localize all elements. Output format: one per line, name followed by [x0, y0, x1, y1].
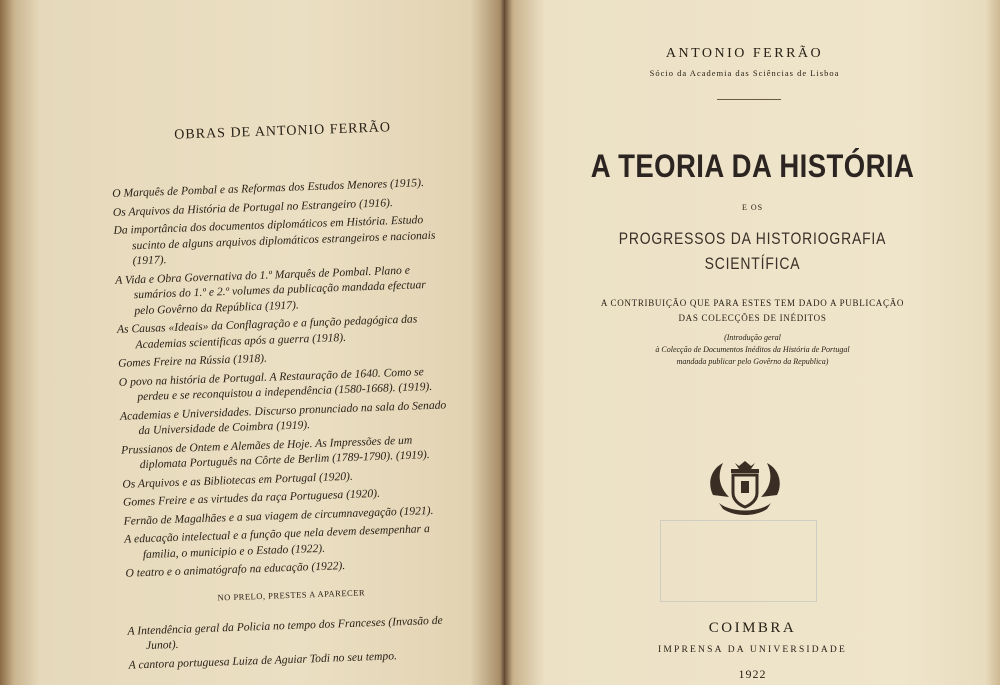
work-entry: A educação intelectual e a função que nela devem desempenhar a familia, o municipio e o Estado (1922). — [124, 522, 430, 561]
work-entry: Os Arquivos e as Bibliotecas em Portugal (1920). — [122, 469, 354, 491]
works-list — [110, 118, 459, 675]
title-page — [505, 0, 1000, 685]
work-entry: Academias e Universidades. Discurso pronunciado na sala do Senado da Universidade de Coimbra (1919). — [119, 397, 447, 438]
coat-of-arms-icon — [705, 455, 785, 519]
work-entry: Prussianos de Ontem e Alemães de Hoje. As Impressões de um diplomata Português na Côrte de Berlim (1789-1790). (1919). — [120, 433, 430, 472]
faded-stamp — [660, 520, 817, 602]
book-subtitle — [550, 226, 956, 276]
intro-line-3: mandada publicar pelo Govêrno da Republica) — [676, 357, 829, 366]
work-entry: As Causas «Ideais» da Conflagração e a função pedagógica das Academias scientificas após a guerra (1918). — [116, 312, 418, 351]
work-entry: Gomes Freire na Rússia (1918). — [117, 351, 268, 370]
subtitle-line-2: SCIENTÍFICA — [704, 254, 801, 273]
contribution-text — [505, 296, 1000, 326]
work-entry: O Marquês de Pombal e as Reformas dos Estudos Menores (1915). — [111, 176, 425, 200]
contribution-line-1: A CONTRIBUIÇÃO QUE PARA ESTES TEM DADO A PUBLICAÇÃO — [600, 298, 905, 308]
author-affiliation: Sócio da Academia das Sciências de Lisboa — [649, 68, 840, 78]
intro-line-2: à Colecção de Documentos Inéditos da História de Portugal — [655, 345, 850, 354]
work-entry: Fernão de Magalhães e a sua viagem de circumnavegação (1921). — [123, 503, 434, 528]
intro-line-1: (Introdução geral — [724, 333, 781, 342]
forthcoming-entry: A Intendência geral da Policia no tempo dos Franceses (Invasão de Junot). — [127, 613, 443, 653]
contribution-line-2: DAS COLECÇÕES DE INÉDITOS — [678, 313, 827, 323]
introduction-note — [505, 332, 1000, 368]
publication-city: COIMBRA — [708, 620, 797, 636]
work-entry: Da importância dos documentos diplomáticos em História. Estudo sucinto de alguns arquivos diplomáticos estrangeiros e nacionais (1917). — [113, 213, 436, 268]
author-name: ANTONIO FERRÃO — [665, 46, 824, 61]
subtitle-line-1: PROGRESSOS DA HISTORIOGRAFIA — [618, 229, 887, 248]
book-title: A TEORIA DA HISTÓRIA — [590, 148, 915, 184]
work-entry: Os Arquivos da História de Portugal no Estrangeiro (1916). — [112, 195, 393, 219]
works-heading: OBRAS DE ANTONIO FERRÃO — [174, 120, 392, 143]
forthcoming-entry: A cantora portuguesa Luiza de Aguiar Todi no seu tempo. — [128, 648, 398, 672]
divider — [717, 99, 781, 100]
publication-year: 1922 — [738, 667, 767, 681]
work-entry: O povo na história de Portugal. A Restauração de 1640. Como se perdeu e se reconquistou a independência (1580-1668). (1919). — [118, 364, 433, 404]
title-connector: E OS — [741, 203, 764, 212]
forthcoming-heading: NO PRELO, PRESTES A APARECER — [217, 586, 366, 603]
work-entry: O teatro e o animatógrafo na educação (1922). — [125, 559, 346, 580]
work-entry: A Vida e Obra Governativa do 1.º Marquês de Pombal. Plano e sumários do 1.º e 2.º volumes da publicação mandada efectuar pelo Govêrno da República (1917). — [115, 263, 426, 317]
work-entry: Gomes Freire e as virtudes da raça Portuguesa (1920). — [122, 486, 381, 509]
publisher: IMPRENSA DA UNIVERSIDADE — [658, 645, 847, 655]
